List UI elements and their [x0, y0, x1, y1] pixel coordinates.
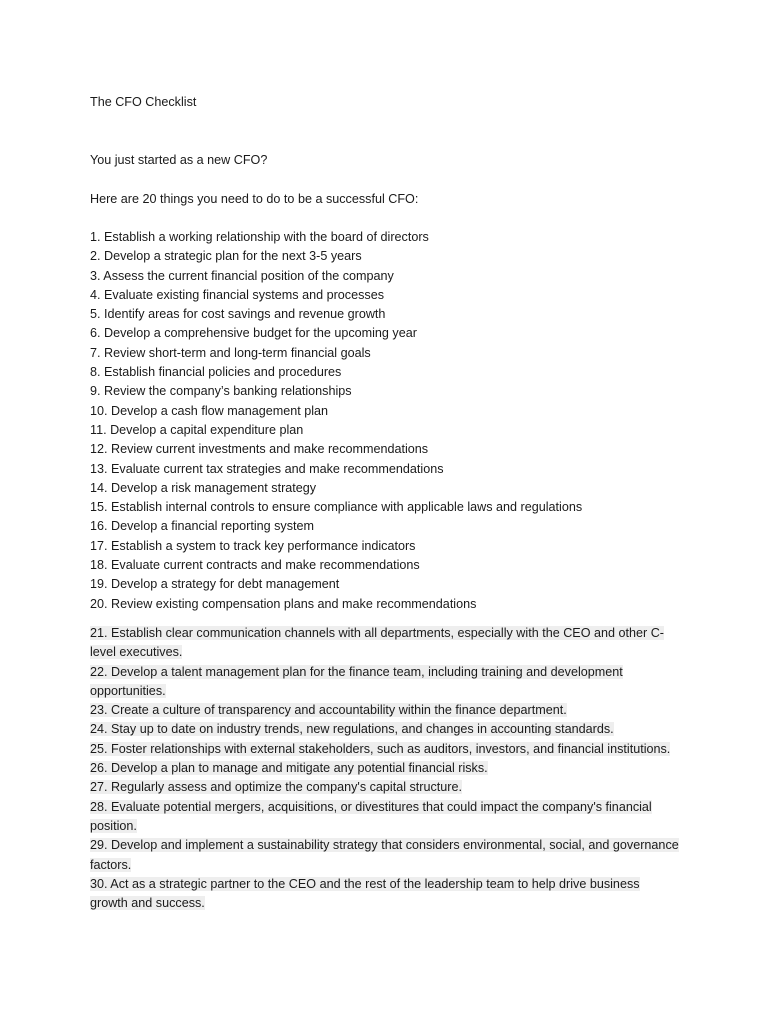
list-item: 14. Develop a risk management strategy — [90, 480, 317, 495]
list-item: 2. Develop a strategic plan for the next 3-5 years — [90, 249, 362, 264]
list-item: 4. Evaluate existing financial systems and processes — [90, 287, 385, 302]
checklist-extra — [90, 624, 680, 913]
list-item: 10. Develop a cash flow management plan — [90, 403, 329, 418]
document-title: The CFO Checklist — [90, 95, 197, 109]
list-item-text: 23. Create a culture of transparency and accountability within the finance department. — [90, 703, 567, 718]
list-item — [90, 720, 680, 739]
list-item-text: 22. Develop a talent management plan for the finance team, including training and development opportunities. — [90, 664, 623, 698]
list-item-text: 26. Develop a plan to manage and mitigate any potential financial risks. — [90, 761, 488, 776]
intro-lead: Here are 20 things you need to do to be a successful CFO: — [90, 192, 419, 206]
list-item — [90, 740, 680, 759]
list-item: 12. Review current investments and make recommendations — [90, 442, 429, 457]
list-item — [90, 798, 680, 837]
list-item: 19. Develop a strategy for debt management — [90, 577, 340, 592]
list-item — [90, 759, 680, 778]
list-item — [90, 778, 680, 797]
list-item: 6. Develop a comprehensive budget for the upcoming year — [90, 326, 417, 341]
list-item: 8. Establish financial policies and procedures — [90, 365, 342, 380]
list-item-text: 28. Evaluate potential mergers, acquisitions, or divestitures that could impact the company's financial position. — [90, 799, 652, 833]
list-item: 5. Identify areas for cost savings and revenue growth — [90, 307, 386, 322]
list-item-text: 25. Foster relationships with external stakeholders, such as auditors, investors, and financial institutions. — [90, 741, 671, 756]
list-item: 16. Develop a financial reporting system — [90, 519, 315, 534]
list-item: 17. Establish a system to track key performance indicators — [90, 538, 416, 553]
list-item-text: 30. Act as a strategic partner to the CEO and the rest of the leadership team to help drive business growth and success. — [90, 876, 640, 911]
list-item: 11. Develop a capital expenditure plan — [90, 422, 304, 437]
list-item — [90, 875, 680, 914]
list-item: 18. Evaluate current contracts and make recommendations — [90, 558, 420, 573]
list-item-text: 21. Establish clear communication channels with all departments, especially with the CEO and other C-level executives. — [90, 626, 664, 660]
list-item: 3. Assess the current financial position of the company — [90, 268, 394, 283]
list-item: 15. Establish internal controls to ensure compliance with applicable laws and regulations — [90, 500, 583, 515]
list-item: 7. Review short-term and long-term financial goals — [90, 345, 371, 360]
list-item: 9. Review the company’s banking relationships — [90, 384, 352, 399]
list-item — [90, 663, 680, 702]
list-item: 13. Evaluate current tax strategies and make recommendations — [90, 461, 444, 476]
list-item: 20. Review existing compensation plans and make recommendations — [90, 596, 477, 611]
checklist-main — [90, 228, 690, 614]
list-item-text: 29. Develop and implement a sustainability strategy that considers environmental, social, and governance factors. — [90, 838, 679, 872]
list-item — [90, 701, 680, 720]
list-item: 1. Establish a working relationship with the board of directors — [90, 230, 429, 244]
list-item-text: 24. Stay up to date on industry trends, new regulations, and changes in accounting standards. — [90, 722, 614, 737]
list-item-text: 27. Regularly assess and optimize the company's capital structure. — [90, 780, 463, 795]
list-item — [90, 624, 680, 663]
intro-question: You just started as a new CFO? — [90, 153, 268, 167]
list-item — [90, 836, 680, 875]
